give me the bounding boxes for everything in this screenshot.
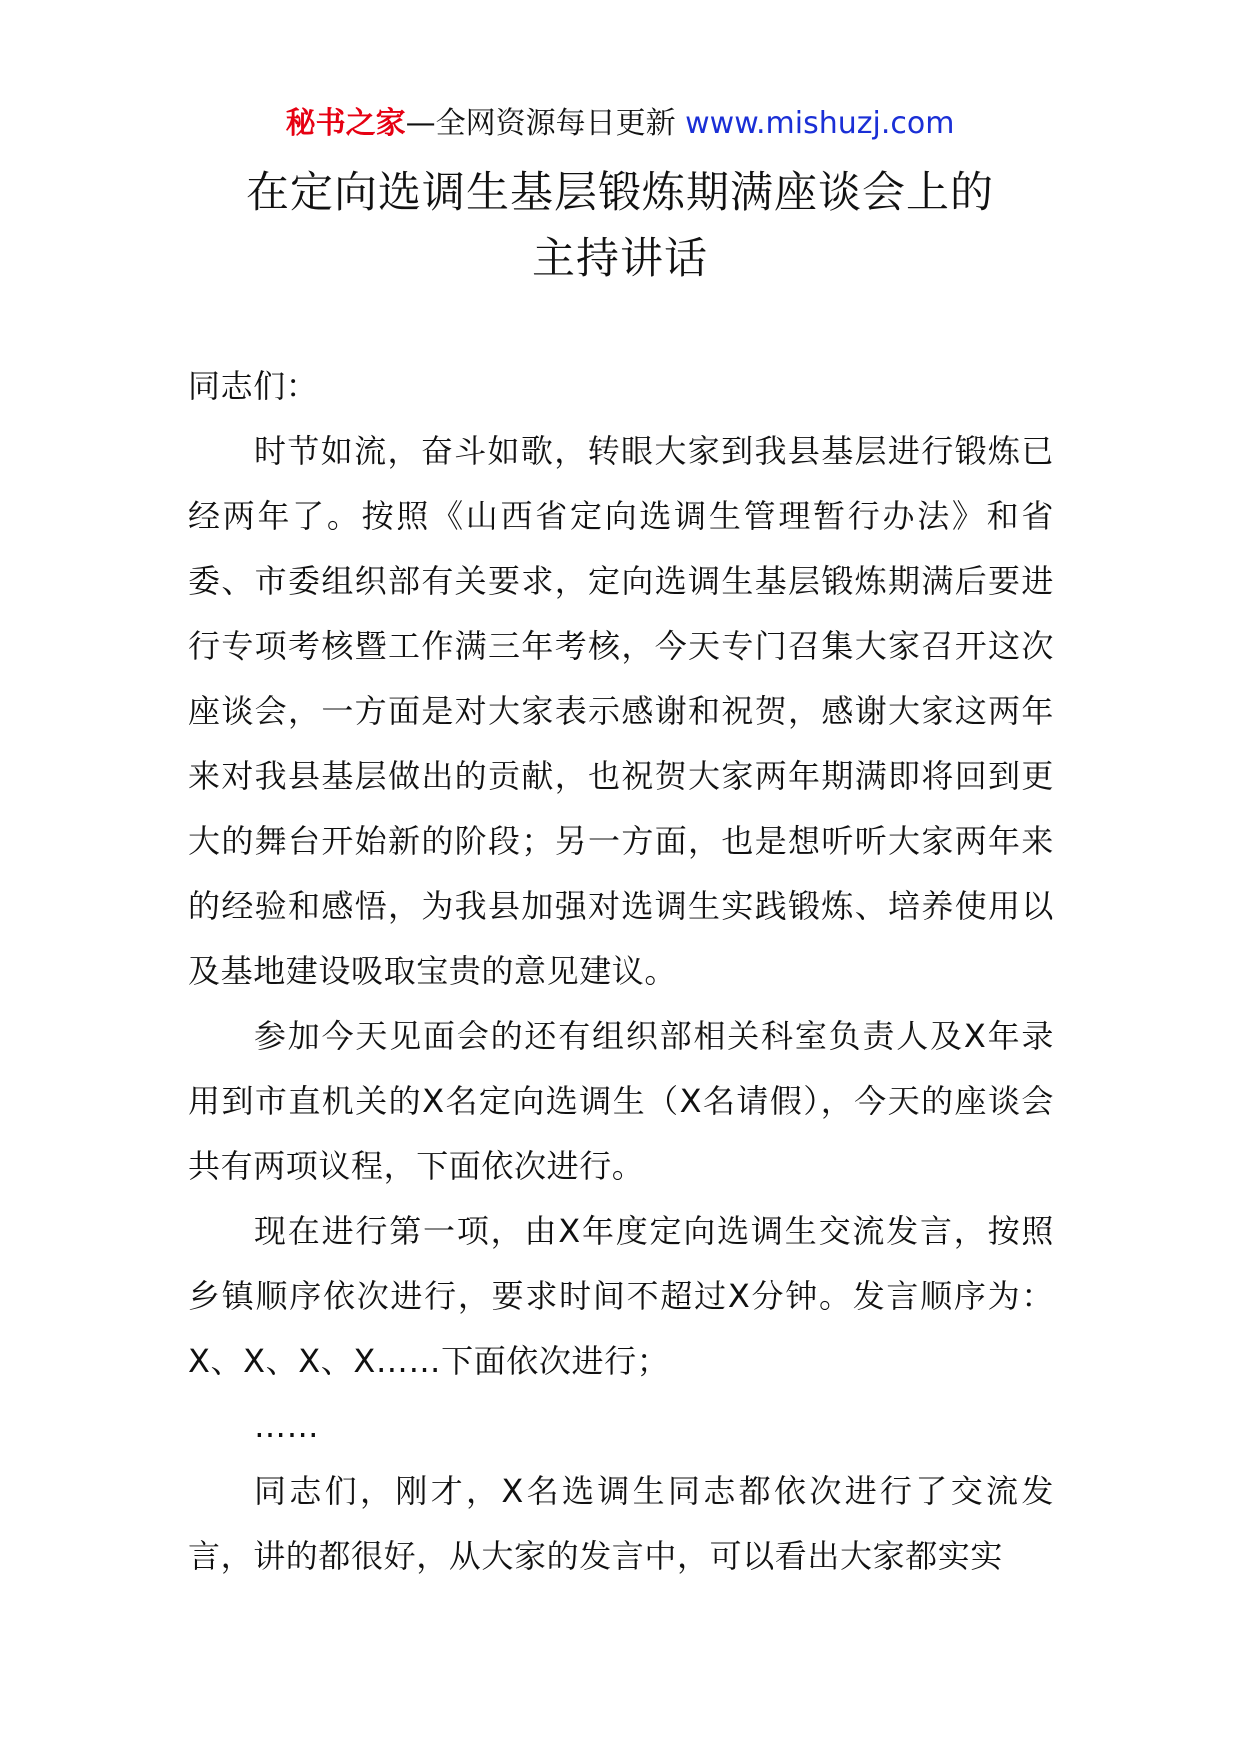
title-line-1: 在定向选调生基层锻炼期满座谈会上的	[246, 168, 994, 218]
site-slogan: —全网资源每日更新	[405, 106, 686, 141]
site-name: 秘书之家	[285, 106, 406, 141]
title-line-2: 主持讲话	[532, 234, 708, 284]
document-title	[0, 160, 1240, 292]
paragraph-3: 现在进行第一项，由X年度定向选调生交流发言，按照乡镇顺序依次进行，要求时间不超过X分钟。发言顺序为：X、X、X、X……下面依次进行；	[188, 1212, 1054, 1380]
salutation: 同志们：	[188, 367, 319, 405]
site-header	[0, 104, 1240, 144]
site-url-link[interactable]: www.mishuzj.com	[685, 106, 955, 141]
paragraph-4: 同志们，刚才，X名选调生同志都依次进行了交流发言，讲的都很好，从大家的发言中，可以看出大家都实实	[188, 1472, 1054, 1575]
paragraph-ellipsis: ……	[254, 1407, 320, 1445]
paragraph-2: 参加今天见面会的还有组织部相关科室负责人及X年录用到市直机关的X名定向选调生（X名请假），今天的座谈会共有两项议程，下面依次进行。	[188, 1017, 1054, 1185]
paragraph-1: 时节如流，奋斗如歌，转眼大家到我县基层进行锻炼已经两年了。按照《山西省定向选调生管理暂行办法》和省委、市委组织部有关要求，定向选调生基层锻炼期满后要进行专项考核暨工作满三年考核，今天专门召集大家召开这次座谈会，一方面是对大家表示感谢和祝贺，感谢大家这两年来对我县基层做出的贡献，也祝贺大家两年期满即将回到更大的舞台开始新的阶段；另一方面，也是想听听大家两年来的经验和感悟，为我县加强对选调生实践锻炼、培养使用以及基地建设吸取宝贵的意见建议。	[188, 432, 1054, 990]
document-body	[188, 354, 1054, 1589]
